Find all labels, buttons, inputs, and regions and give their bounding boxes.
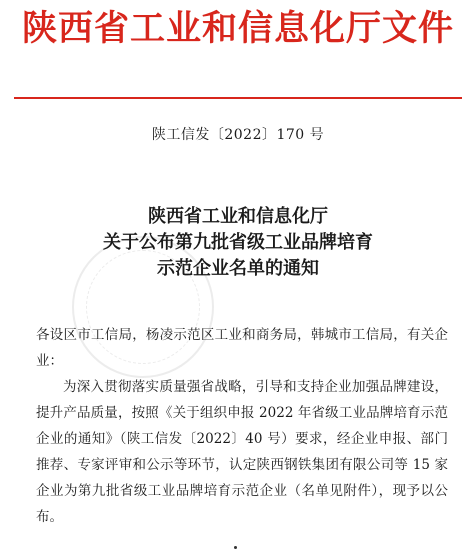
notice-body xyxy=(36,322,448,530)
letterhead-title: 陕西省工业和信息化厅文件 xyxy=(21,9,454,49)
body-paragraph: 为深入贯彻落实质量强省战略，引导和支持企业加强品牌建设，提升产品质量，按照《关于组织申报 2022 年省级工业品牌培育示范企业的通知》（陕工信发〔2022〕40 号）要求，经企业申报、部门推荐、专家评审和公示等环节，认定陕西钢铁集团有限公司等 15 家企业为第九批省级工业品牌培育示范企业（名单见附件），现予以公布。 xyxy=(36,379,448,525)
title-line-1: 陕西省工业和信息化厅 xyxy=(148,206,328,227)
page-mark xyxy=(234,546,237,549)
title-line-2: 关于公布第九批省级工业品牌培育 xyxy=(103,232,373,253)
red-separator-line xyxy=(14,97,462,99)
document-number: 陕工信发〔2022〕170 号 xyxy=(151,127,325,143)
notice-title xyxy=(0,204,476,282)
title-line-3: 示范企业名单的通知 xyxy=(157,258,319,279)
recipients-line: 各设区市工信局，杨凌示范区工业和商务局，韩城市工信局，有关企业： xyxy=(36,327,448,369)
